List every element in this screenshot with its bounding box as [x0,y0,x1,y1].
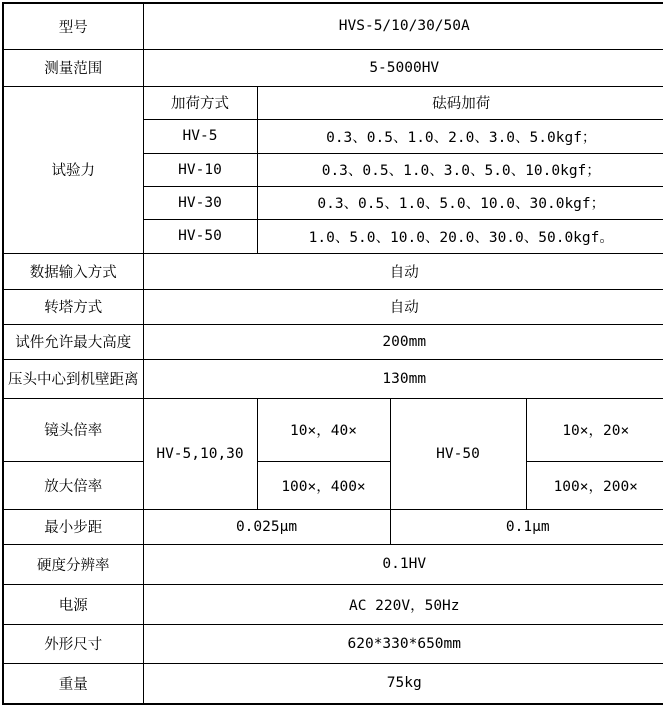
power-supply-label: 电源 [3,584,143,624]
row-data-input-mode [3,253,663,289]
hardness-resolution-value: 0.1HV [143,544,663,584]
weight-label: 重量 [3,663,143,704]
data-input-mode-value: 自动 [143,253,663,289]
hv5-forces-value: 0.3、0.5、1.0、2.0、3.0、5.0kgf； [257,119,663,153]
row-test-force-loading-mode [3,86,663,119]
total-magnification-label: 放大倍率 [3,461,143,509]
row-weight [3,663,663,704]
min-step-hv50-value: 0.1μm [390,509,663,544]
turret-mode-value: 自动 [143,289,663,324]
row-measuring-range [3,49,663,86]
total-magnification-hv51030-value: 100×，400× [257,461,390,509]
group-hv50-label: HV-50 [390,398,526,509]
row-indenter-to-wall-distance [3,359,663,398]
spec-table [2,2,663,705]
test-force-label: 试验力 [3,86,143,253]
dimensions-label: 外形尺寸 [3,624,143,663]
model-value: HVS-5/10/30/50A [143,3,663,49]
power-supply-value: AC 220V，50Hz [143,584,663,624]
indenter-to-wall-distance-value: 130mm [143,359,663,398]
row-power-supply [3,584,663,624]
data-input-mode-label: 数据输入方式 [3,253,143,289]
row-min-step [3,509,663,544]
row-max-specimen-height [3,324,663,359]
row-lens-magnification [3,398,663,461]
max-specimen-height-label: 试件允许最大高度 [3,324,143,359]
row-model [3,3,663,49]
lens-magnification-label: 镜头倍率 [3,398,143,461]
measuring-range-value: 5-5000HV [143,49,663,86]
hv50-label: HV-50 [143,219,257,253]
weight-value: 75kg [143,663,663,704]
dimensions-value: 620*330*650mm [143,624,663,663]
lens-magnification-hv51030-value: 10×，40× [257,398,390,461]
max-specimen-height-value: 200mm [143,324,663,359]
turret-mode-label: 转塔方式 [3,289,143,324]
measuring-range-label: 测量范围 [3,49,143,86]
hv30-forces-value: 0.3、0.5、1.0、5.0、10.0、30.0kgf； [257,186,663,219]
row-turret-mode [3,289,663,324]
hv10-label: HV-10 [143,153,257,186]
hv5-label: HV-5 [143,119,257,153]
model-label: 型号 [3,3,143,49]
row-dimensions [3,624,663,663]
min-step-label: 最小步距 [3,509,143,544]
loading-mode-value: 砝码加荷 [257,86,663,119]
group-hv51030-label: HV-5,10,30 [143,398,257,509]
indenter-to-wall-distance-label: 压头中心到机壁距离 [3,359,143,398]
hv50-forces-value: 1.0、5.0、10.0、20.0、30.0、50.0kgf。 [257,219,663,253]
loading-mode-label: 加荷方式 [143,86,257,119]
hardness-resolution-label: 硬度分辨率 [3,544,143,584]
hv10-forces-value: 0.3、0.5、1.0、3.0、5.0、10.0kgf； [257,153,663,186]
row-hardness-resolution [3,544,663,584]
total-magnification-hv50-value: 100×，200× [526,461,663,509]
hv30-label: HV-30 [143,186,257,219]
row-total-magnification [3,461,663,509]
min-step-hv51030-value: 0.025μm [143,509,390,544]
lens-magnification-hv50-value: 10×，20× [526,398,663,461]
